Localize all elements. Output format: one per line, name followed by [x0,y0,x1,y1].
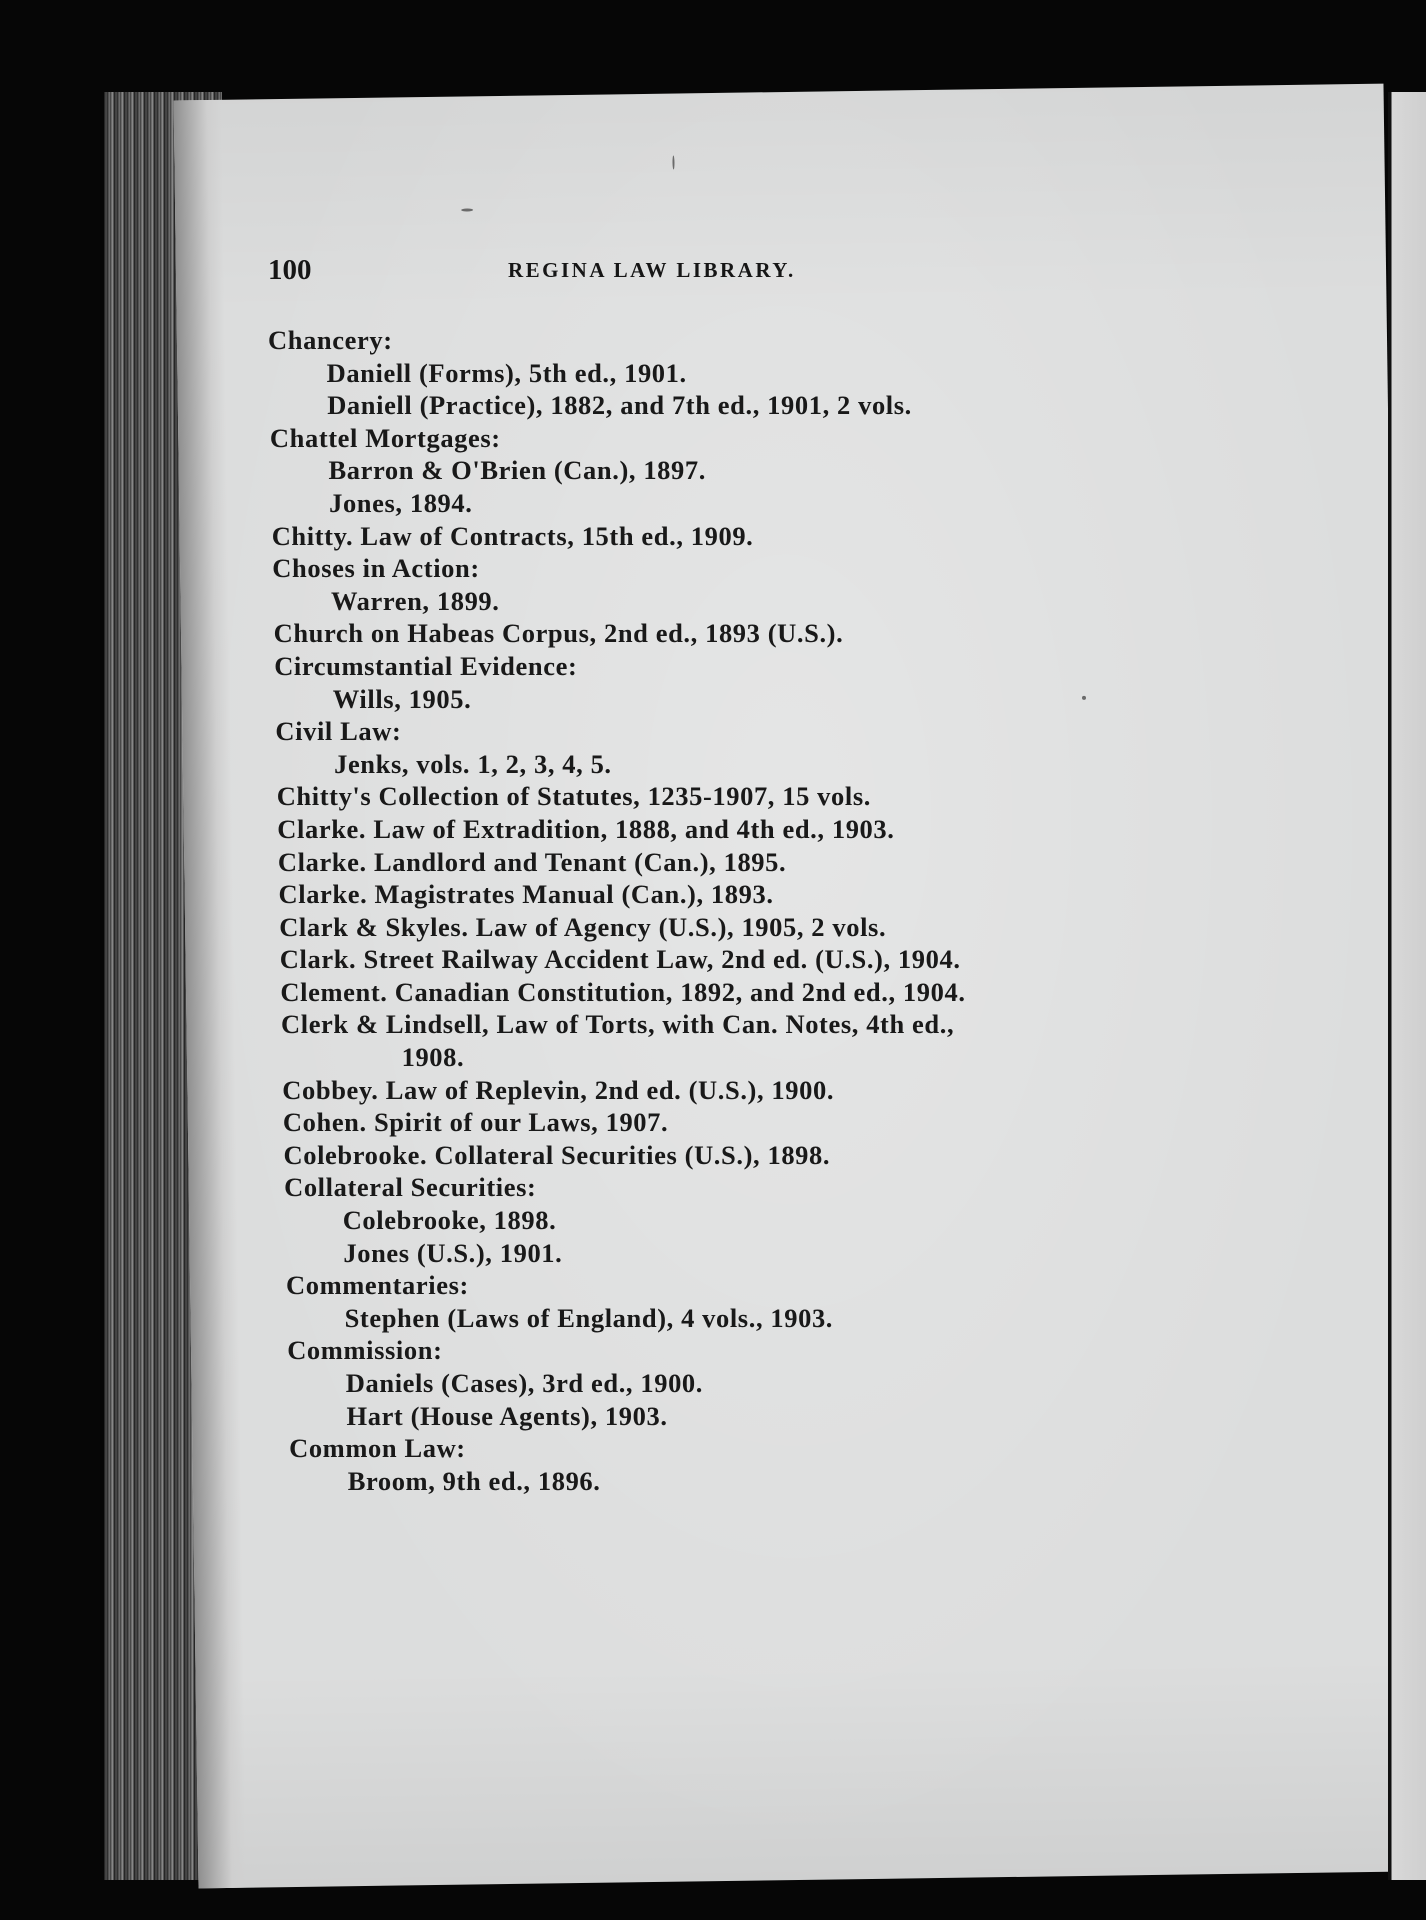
page-header [268,254,908,294]
catalogue-subentry: Hart (House Agents), 1903. [346,1400,668,1431]
catalogue-heading: Commentaries: [286,1270,469,1301]
catalogue-heading: Clarke. Landlord and Tenant (Can.), 1895. [277,846,787,877]
catalogue-heading: Chitty's Collection of Statutes, 1235-1907, 15 vols. [276,781,871,812]
catalogue-subentry: Daniell (Practice), 1882, and 7th ed., 1901, 2 vols. [327,390,912,421]
catalogue-heading: Colebrooke. Collateral Securities (U.S.), 1898. [283,1139,831,1170]
catalogue-heading: Chattel Mortgages: [269,422,501,453]
catalogue-heading: Chancery: [268,325,393,355]
catalogue-heading: Clarke. Law of Extradition, 1888, and 4th ed., 1903. [277,813,895,844]
catalogue-subentry: Stephen (Laws of England), 4 vols., 1903. [344,1302,834,1333]
catalogue-entries [268,324,1088,1497]
catalogue-heading: Chitty. Law of Contracts, 15th ed., 1909. [271,520,754,551]
catalogue-heading: Cobbey. Law of Replevin, 2nd ed. (U.S.), 1900. [282,1074,835,1105]
catalogue-subentry: Warren, 1899. [331,585,500,616]
catalogue-heading: Collateral Securities: [284,1172,537,1203]
catalogue-heading: Cohen. Spirit of our Laws, 1907. [282,1107,669,1138]
catalogue-subentry: Jones, 1894. [329,487,473,518]
catalogue-subentry: Broom, 9th ed., 1896. [347,1465,601,1496]
catalogue-subentry: Barron & O'Brien (Can.), 1897. [328,455,706,486]
catalogue-heading: Church on Habeas Corpus, 2nd ed., 1893 (U.S.). [273,618,844,649]
catalogue-subentry: Colebrooke, 1898. [342,1205,557,1236]
catalogue-heading: Clark & Skyles. Law of Agency (U.S.), 1905, 2 vols. [279,911,887,942]
catalogue-heading: Commission: [287,1335,443,1366]
catalogue-subentry: Daniell (Forms), 5th ed., 1901. [326,357,687,388]
paper-speck [461,208,473,211]
catalogue-subentry: Jenks, vols. 1, 2, 3, 4, 5. [334,748,612,779]
catalogue-heading: Choses in Action: [272,553,480,584]
catalogue-heading: Common Law: [289,1433,466,1464]
catalogue-heading: Clement. Canadian Constitution, 1892, and 2nd ed., 1904. [280,976,966,1007]
catalogue-heading: Civil Law: [275,716,402,747]
catalogue-heading: Circumstantial Evidence: [274,650,578,681]
next-page-edge [1388,92,1426,1880]
catalogue-subentry: Daniels (Cases), 3rd ed., 1900. [345,1368,703,1398]
catalogue-heading: Clark. Street Railway Accident Law, 2nd ed. (U.S.), 1904. [279,944,961,975]
catalogue-subentry: Jones (U.S.), 1901. [343,1237,563,1268]
catalogue-subentry: 1908. [401,1042,465,1073]
catalogue-subentry: Wills, 1905. [332,683,472,714]
catalogue-heading: Clarke. Magistrates Manual (Can.), 1893. [278,879,774,910]
paper-speck [672,156,674,170]
catalogue-heading: Clerk & Lindsell, Law of Torts, with Can. Notes, 4th ed., [281,1009,955,1040]
running-head: REGINA LAW LIBRARY. [508,258,796,282]
page-number: 100 [268,254,312,286]
